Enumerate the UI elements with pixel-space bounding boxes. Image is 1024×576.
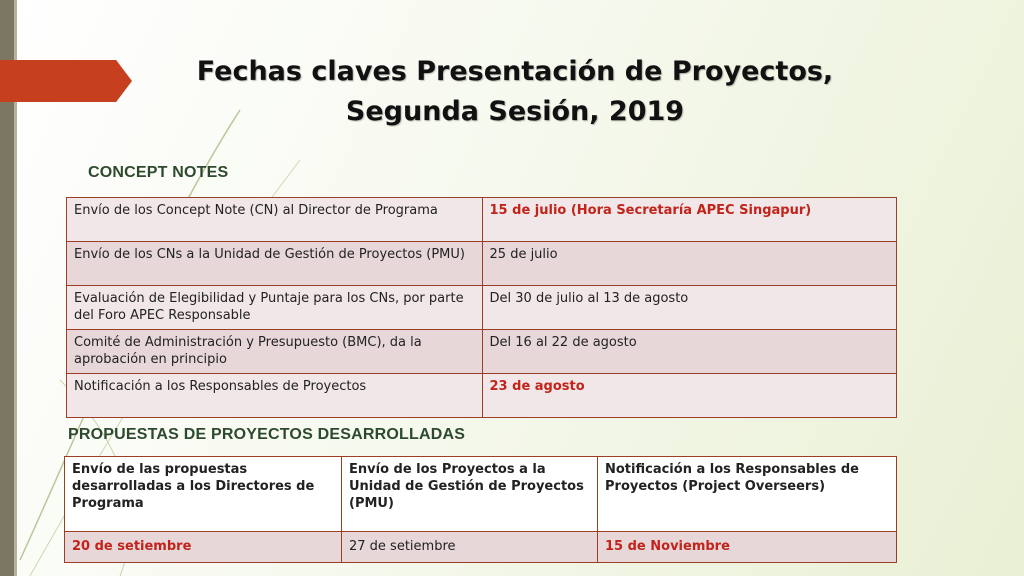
developed-proposals-heading: PROPUESTAS DE PROYECTOS DESARROLLADAS	[68, 426, 466, 443]
column-header: Envío de los Proyectos a la Unidad de Gestión de Proyectos (PMU)	[342, 457, 598, 532]
title-arrow-accent	[0, 60, 132, 102]
task-cell: Comité de Administración y Presupuesto (BMC), da la aprobación en principio	[67, 330, 483, 374]
concept-notes-table	[66, 197, 897, 418]
table-row	[67, 374, 897, 418]
date-cell: 15 de julio (Hora Secretaría APEC Singapur)	[482, 198, 896, 242]
table-row	[67, 286, 897, 330]
table-row	[67, 198, 897, 242]
column-header: Envío de las propuestas desarrolladas a los Directores de Programa	[65, 457, 342, 532]
table-row	[65, 532, 897, 563]
date-cell: 23 de agosto	[482, 374, 896, 418]
date-cell: 25 de julio	[482, 242, 896, 286]
table-row	[67, 242, 897, 286]
table-row	[67, 330, 897, 374]
task-cell: Evaluación de Elegibilidad y Puntaje para los CNs, por parte del Foro APEC Responsable	[67, 286, 483, 330]
date-cell: 27 de setiembre	[342, 532, 598, 563]
date-cell: Del 16 al 22 de agosto	[482, 330, 896, 374]
developed-proposals-table	[64, 456, 897, 563]
date-cell: Del 30 de julio al 13 de agosto	[482, 286, 896, 330]
date-cell: 20 de setiembre	[65, 532, 342, 563]
date-cell: 15 de Noviembre	[598, 532, 897, 563]
slide-title-line-2: Segunda Sesión, 2019	[345, 96, 685, 127]
table-header-row	[65, 457, 897, 532]
concept-notes-heading: CONCEPT NOTES	[88, 164, 229, 181]
task-cell: Envío de los CNs a la Unidad de Gestión de Proyectos (PMU)	[67, 242, 483, 286]
column-header: Notificación a los Responsables de Proyectos (Project Overseers)	[598, 457, 897, 532]
task-cell: Notificación a los Responsables de Proyectos	[67, 374, 483, 418]
slide-title	[120, 52, 910, 132]
task-cell: Envío de los Concept Note (CN) al Director de Programa	[67, 198, 483, 242]
slide-title-line-1: Fechas claves Presentación de Proyectos,	[196, 56, 834, 87]
